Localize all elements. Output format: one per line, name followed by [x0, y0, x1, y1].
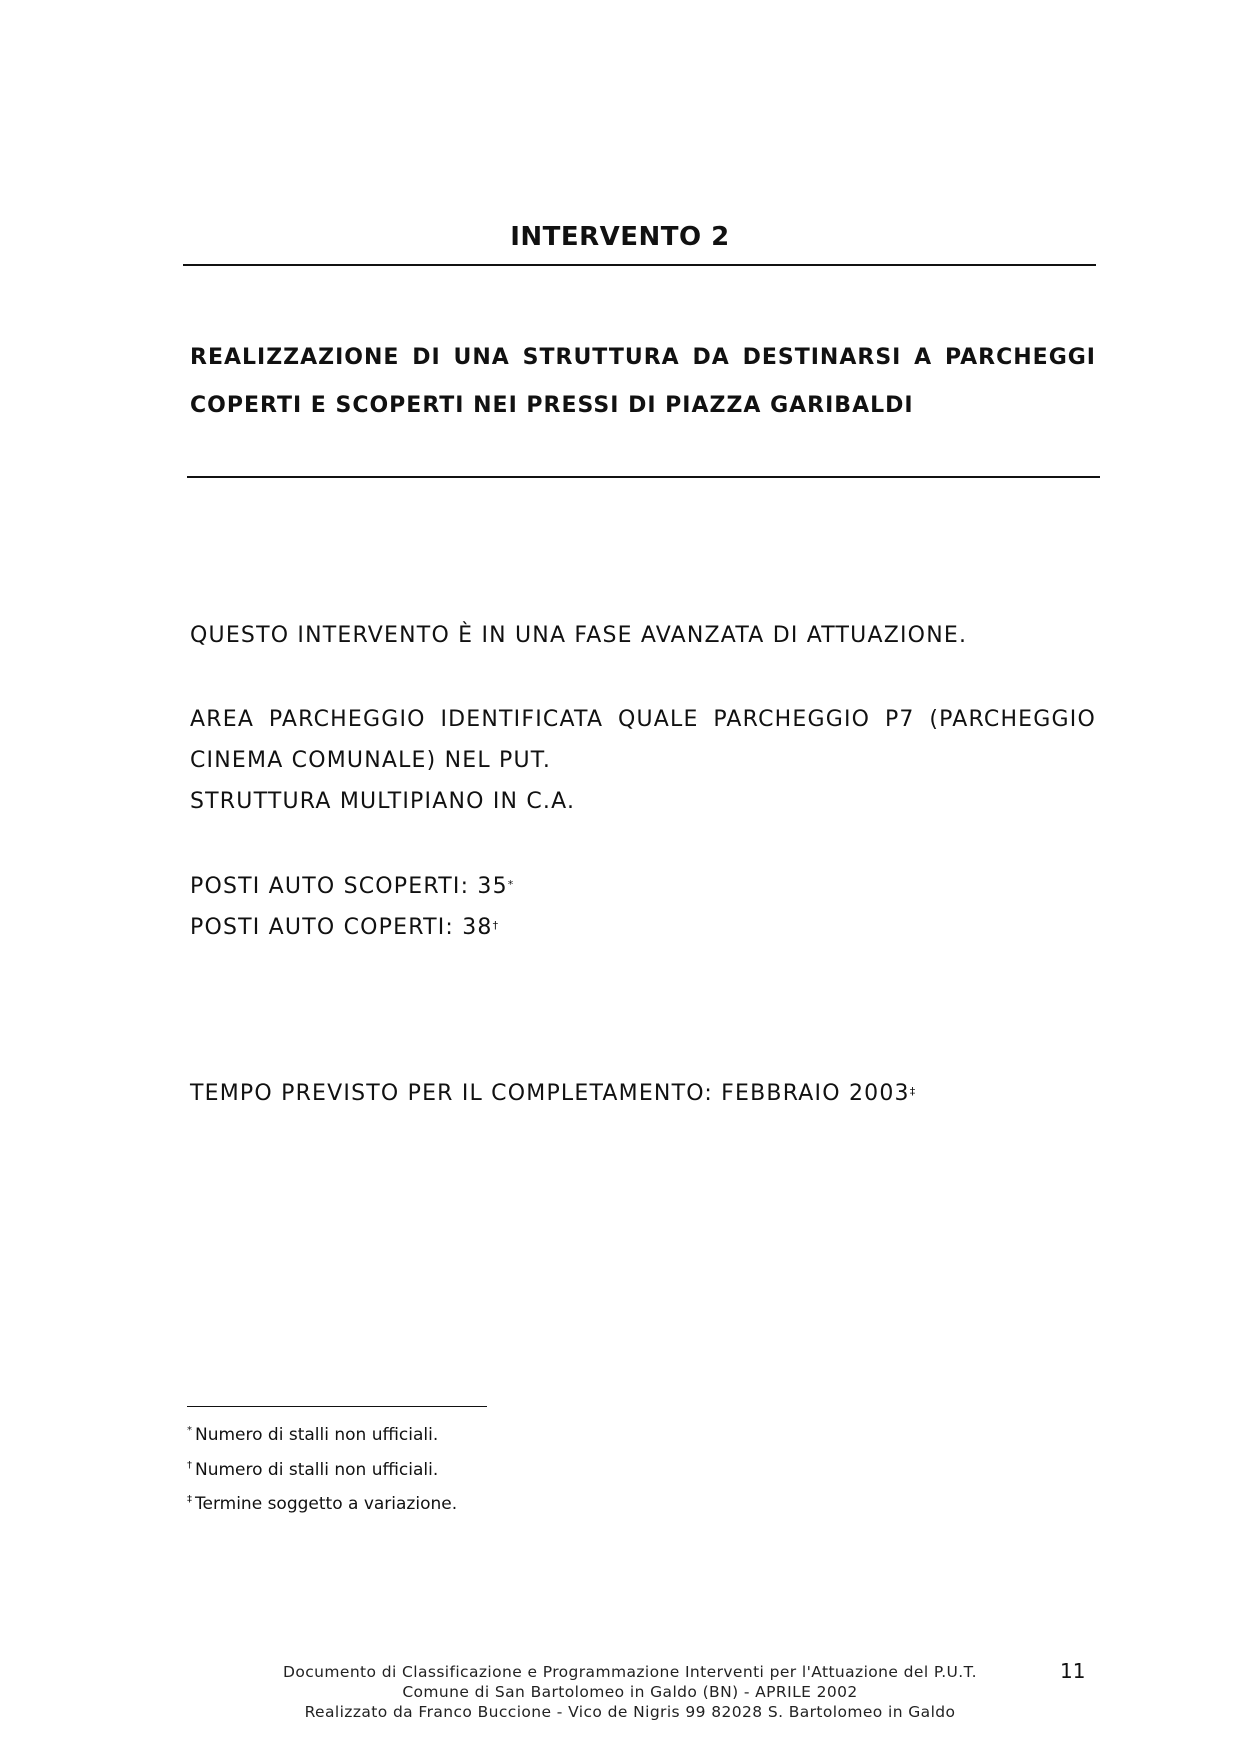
status-text: QUESTO INTERVENTO È IN UNA FASE AVANZATA DI ATTUAZIONE.: [190, 623, 968, 648]
title-line-2: COPERTI E SCOPERTI NEI PRESSI DI PIAZZA GARIBALDI: [190, 393, 914, 418]
posti-coperti: [190, 914, 1096, 942]
page-heading: INTERVENTO 2: [510, 222, 730, 252]
posti-scoperti: [190, 873, 1096, 901]
posti-scoperti-text: POSTI AUTO SCOPERTI: 35: [190, 874, 508, 899]
posti-coperti-text: POSTI AUTO COPERTI: 38: [190, 915, 493, 940]
footnote-text-2: Numero di stalli non ufficiali.: [195, 1460, 439, 1480]
area-text-line-1: AREA PARCHEGGIO IDENTIFICATA QUALE PARCHEGGIO P7 (PARCHEGGIO: [190, 707, 1096, 732]
footnote-text-1: Numero di stalli non ufficiali.: [195, 1425, 439, 1445]
footnote-2: [187, 1460, 438, 1480]
footnote-mark-1: *: [187, 1425, 192, 1436]
footnote-1: [187, 1425, 438, 1445]
footer-line-2: Comune di San Bartolomeo in Galdo (BN) - APRILE 2002: [402, 1683, 858, 1701]
structure-text: STRUTTURA MULTIPIANO IN C.A.: [190, 789, 576, 814]
footer-line-3: Realizzato da Franco Buccione - Vico de Nigris 99 82028 S. Bartolomeo in Galdo: [304, 1703, 956, 1721]
footnote-ref-3[interactable]: ‡: [909, 1085, 917, 1098]
footnote-3: [187, 1494, 457, 1514]
footer-line-1: Documento di Classificazione e Programmazione Interventi per l'Attuazione del P.U.T.: [283, 1663, 977, 1681]
tempo-previsto: [190, 1080, 1096, 1108]
heading-underline: [183, 264, 1096, 266]
footnote-ref-2[interactable]: †: [492, 919, 500, 932]
footnote-mark-3: ‡: [187, 1494, 192, 1505]
title-line-1: REALIZZAZIONE DI UNA STRUTTURA DA DESTINARSI A PARCHEGGI: [190, 345, 1096, 370]
footnote-text-3: Termine soggetto a variazione.: [195, 1494, 458, 1514]
tempo-previsto-text: TEMPO PREVISTO PER IL COMPLETAMENTO: FEBBRAIO 2003: [190, 1081, 910, 1106]
footnote-ref-1[interactable]: *: [507, 878, 515, 891]
footnote-mark-2: †: [187, 1460, 192, 1471]
page-number: 11: [1060, 1659, 1086, 1683]
area-text-line-2: CINEMA COMUNALE) NEL PUT.: [190, 748, 552, 773]
title-divider: [187, 476, 1100, 478]
footnote-separator: [187, 1406, 487, 1407]
